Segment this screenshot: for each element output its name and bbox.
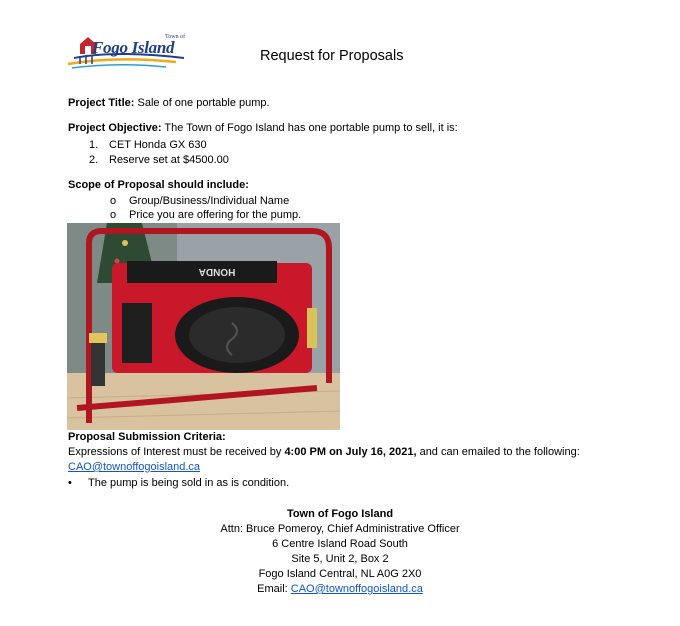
sub-bullet: o	[110, 209, 117, 221]
scope-item: Group/Business/Individual Name	[129, 195, 290, 207]
contact-org: Town of Fogo Island	[286, 508, 394, 520]
sub-bullet: o	[110, 195, 117, 207]
submission-text-before: Expressions of Interest must be received by	[68, 446, 285, 458]
project-title-label: Project Title:	[68, 97, 135, 109]
contact-address-line1: 6 Centre Island Road South	[272, 538, 408, 550]
project-title-value: Sale of one portable pump.	[137, 97, 270, 109]
pump-photo	[67, 223, 340, 430]
contact-email-line	[0, 583, 680, 595]
document-title: Request for Proposals	[260, 48, 404, 64]
bullet: •	[68, 477, 72, 489]
list-item: Reserve set at $4500.00	[109, 154, 229, 166]
contact-address-line2: Site 5, Unit 2, Box 2	[291, 553, 389, 565]
project-title-line	[68, 97, 270, 109]
list-number: 2.	[89, 154, 99, 166]
contact-address-line3: Fogo Island Central, NL A0G 2X0	[258, 568, 422, 580]
scope-item: Price you are offering for the pump.	[129, 209, 302, 221]
submission-email-line	[68, 461, 200, 473]
submission-text	[68, 446, 580, 458]
submission-text-after: and can emailed to the following:	[416, 446, 580, 458]
submission-deadline: 4:00 PM on July 16, 2021,	[284, 446, 417, 458]
contact-email-label: Email:	[257, 583, 291, 595]
list-number: 1.	[89, 139, 99, 151]
project-objective-label: Project Objective:	[68, 122, 162, 134]
logo-text: Fogo Island	[92, 38, 175, 57]
list-item: CET Honda GX 630	[109, 139, 207, 151]
contact-attn: Attn: Bruce Pomeroy, Chief Administrative Officer	[220, 523, 460, 535]
project-objective-value: The Town of Fogo Island has one portable pump to sell, it is:	[164, 122, 458, 134]
town-logo	[66, 34, 186, 74]
contact-email-link[interactable]: CAO@townoffogoisland.ca	[290, 583, 423, 595]
submission-email-link[interactable]: CAO@townoffogoisland.ca	[68, 461, 201, 473]
condition-note: The pump is being sold in as is condition.	[88, 477, 290, 489]
project-objective-line	[68, 122, 458, 134]
submission-label: Proposal Submission Criteria:	[68, 431, 226, 443]
scope-label: Scope of Proposal should include:	[68, 179, 249, 191]
logo-small-text: Town of	[165, 34, 186, 40]
brand-label: HONDA	[198, 266, 236, 277]
